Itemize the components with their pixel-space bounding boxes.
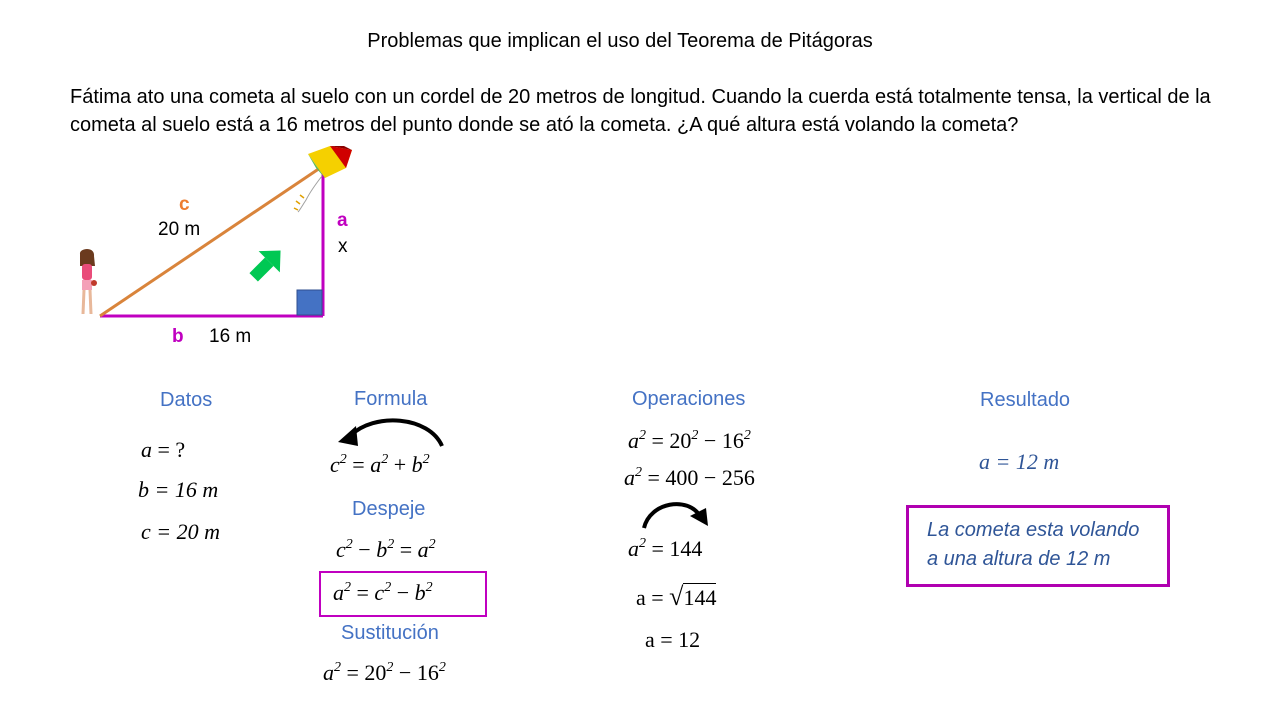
operaciones-heading: Operaciones <box>632 388 746 410</box>
triangle-diagram <box>60 140 380 330</box>
formula-equation: $c^2 = a^2 + b^2$ <box>330 452 430 477</box>
datos-a: a = ? <box>141 437 186 462</box>
label-c: c <box>179 194 190 215</box>
datos-heading: Datos <box>160 389 213 411</box>
operaciones-step5: a = 12 <box>645 627 701 652</box>
right-angle-marker <box>297 290 322 315</box>
resultado-box <box>906 505 1170 587</box>
sustitucion-equation: $a^2 = 20^2 - 16^2$ <box>323 660 446 685</box>
despeje-step2: $a^2 = c^2 - b^2$ <box>333 580 433 605</box>
despeje-heading: Despeje <box>352 498 426 520</box>
operaciones-step4: a = √144 <box>636 582 717 611</box>
label-c-value: 20 m <box>158 219 201 240</box>
datos-b: b = 16 m <box>138 477 219 502</box>
resultado-line1: La cometa esta volando <box>927 519 1140 541</box>
curved-arrow-left-icon <box>334 414 450 450</box>
operaciones-step3: $a^2 = 144$ <box>628 536 703 561</box>
sustitucion-heading: Sustitución <box>341 622 439 644</box>
label-a-value: x <box>338 236 348 257</box>
resultado-value: a = 12 m <box>979 449 1060 474</box>
resultado-heading: Resultado <box>980 389 1071 411</box>
page-title: Problemas que implican el uso del Teorema de Pitágoras <box>367 30 873 52</box>
curved-arrow-right-icon <box>638 498 714 530</box>
label-a: a <box>337 210 348 231</box>
despeje-step1: $c^2 - b^2 = a^2$ <box>336 537 436 562</box>
resultado-line2: a una altura de 12 m <box>927 548 1111 570</box>
person-icon <box>80 249 97 314</box>
hypotenuse-line <box>100 166 323 316</box>
operaciones-step1: $a^2 = 20^2 - 16^2$ <box>628 428 751 453</box>
problem-statement: Fátima ato una cometa al suelo con un cordel de 20 metros de longitud. Cuando la cuerda está totalmente tensa, la vertical de la cometa al suelo está a 16 metros del punto donde se ató la cometa. ¿A qué altura está volando la cometa? <box>70 86 1211 136</box>
label-b: b <box>172 326 184 347</box>
datos-c: c = 20 m <box>141 519 220 544</box>
formula-heading: Formula <box>354 388 428 410</box>
label-b-value: 16 m <box>209 326 252 347</box>
operaciones-step2: $a^2 = 400 - 256$ <box>624 465 755 490</box>
direction-arrow-icon <box>243 240 291 288</box>
